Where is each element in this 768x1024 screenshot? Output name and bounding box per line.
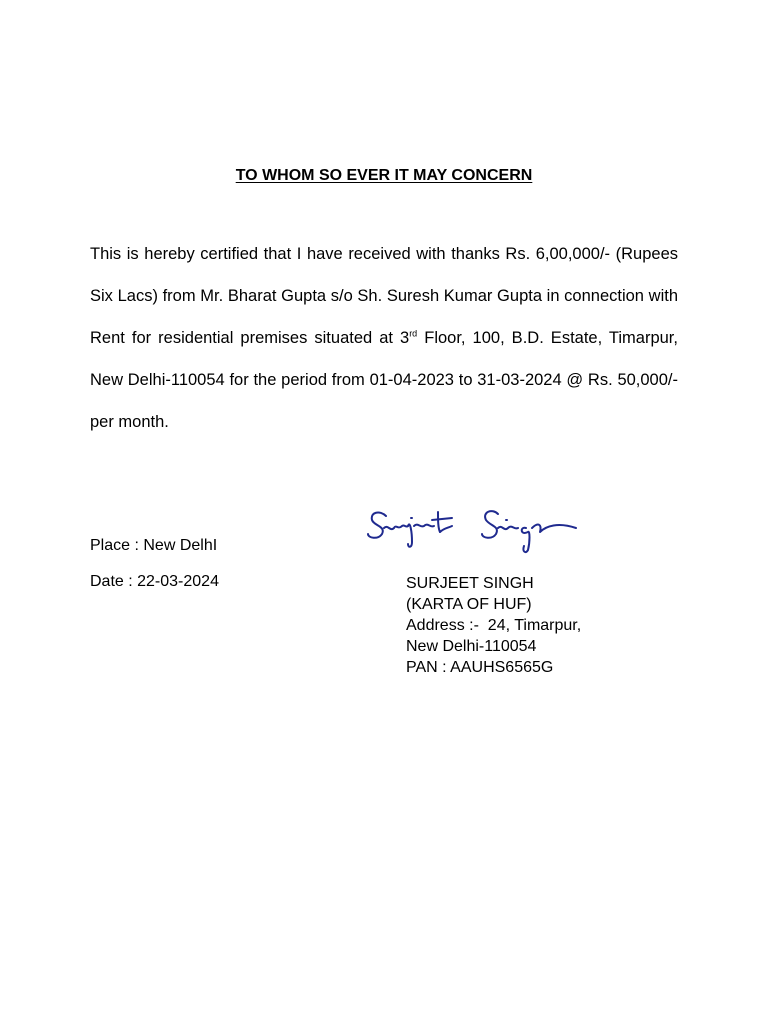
date-line: Date : 22-03-2024 [90,573,219,590]
place-line: Place : New DelhI [90,537,218,554]
signer-address-line-1: Address :- 24, Timarpur, [406,617,582,634]
body-text-part-1: This is hereby certified that I have received with thanks Rs. 6,00,000/- (Rupees Six Lacs) from Mr. Bharat Gupta s/o Sh. Suresh Kumar Gupta in connection with Rent for residential premises situated at 3 [90,245,678,347]
signer-role: (KARTA OF HUF) [406,596,532,613]
signer-block [406,573,581,678]
handwritten-signature [362,498,592,558]
body-superscript: rd [409,328,418,339]
body-text-part-2: Floor, 100, B.D. Estate, Timarpur, New Delhi-110054 for the period from 01-04-2023 to 31-03-2024 @ Rs. 50,000/- per month. [90,329,678,431]
signer-name: SURJEET SINGH [406,575,534,592]
signer-address-line-2: New Delhi-110054 [406,638,537,655]
certificate-body [90,233,678,443]
document-title: TO WHOM SO EVER IT MAY CONCERN [235,167,533,184]
signer-pan: PAN : AAUHS6565G [406,659,554,676]
